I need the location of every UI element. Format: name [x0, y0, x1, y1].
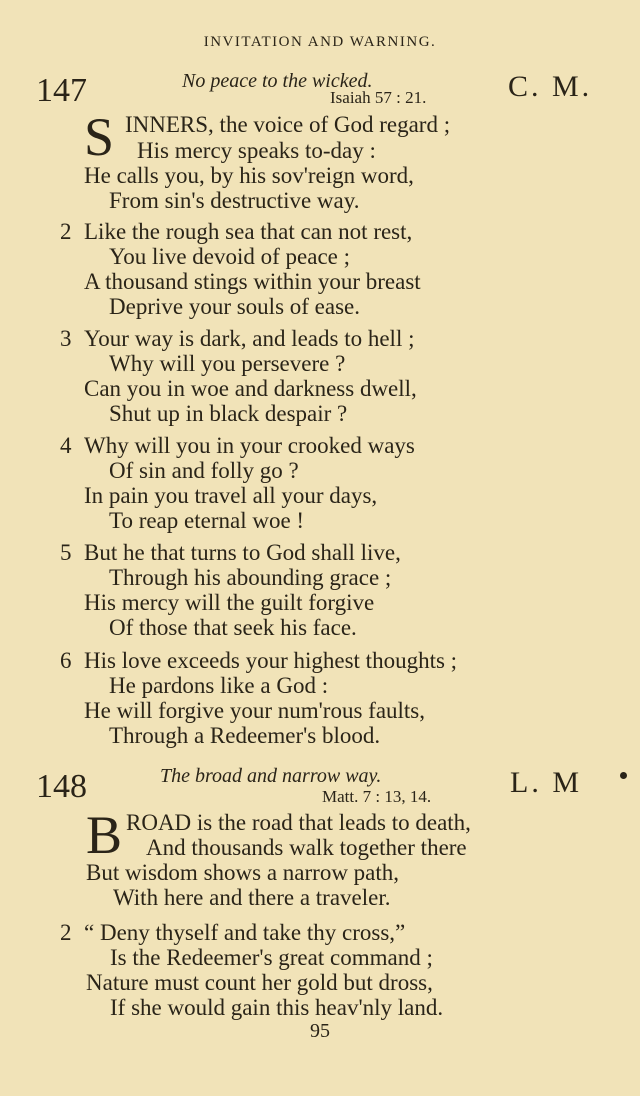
hymn-148-v2-l4: If she would gain this heav'nly land. [110, 995, 444, 1020]
hymn-147-meter: C. M. [508, 70, 593, 103]
hymn-147-v4-l3: In pain you travel all your days, [84, 483, 378, 508]
hymn-147-v3-l4: Shut up in black despair ? [109, 401, 348, 426]
hymn-147-v2-l2: You live devoid of peace ; [109, 244, 351, 269]
hymn-147-v5-l3: His mercy will the guilt forgive [84, 590, 375, 615]
hymn-147-number: 147 [36, 72, 87, 109]
hymn-148-v1-l2: And thousands walk together there [146, 835, 467, 860]
hymn-148-v2-number: 2 [60, 920, 72, 945]
hymn-147-title: No peace to the wicked. [182, 70, 373, 92]
hymn-147-v2-l4: Deprive your souls of ease. [109, 294, 361, 319]
hymn-147-v5-number: 5 [60, 540, 72, 565]
hymn-147-v6-l4: Through a Redeemer's blood. [109, 723, 381, 748]
hymn-147-v4-l1: Why will you in your crooked ways [84, 433, 415, 458]
hymn-148-v2-l2: Is the Redeemer's great command ; [110, 945, 433, 970]
hymn-147-v6-l1: His love exceeds your highest thoughts ; [84, 648, 458, 673]
hymn-147-dropcap: S [84, 107, 115, 167]
hymn-147-v4-l2: Of sin and folly go ? [109, 458, 299, 483]
hymn-147-v3-l3: Can you in woe and darkness dwell, [84, 376, 417, 401]
hymn-148-v1-l1: ROAD is the road that leads to death, [126, 810, 471, 835]
hymn-148-v1-l4: With here and there a traveler. [113, 885, 391, 910]
hymn-147-v1-l4: From sin's destructive way. [109, 188, 360, 213]
hymn-148-title: The broad and narrow way. [160, 765, 382, 787]
page-number: 95 [310, 1020, 330, 1042]
hymn-147-reference: Isaiah 57 : 21. [330, 88, 427, 107]
margin-dot [620, 772, 627, 779]
hymn-147-v6-l3: He will forgive your num'rous faults, [84, 698, 426, 723]
hymn-147-v5-l4: Of those that seek his face. [109, 615, 357, 640]
hymn-147-v4-number: 4 [60, 433, 72, 458]
hymn-147-v5-l2: Through his abounding grace ; [109, 565, 392, 590]
hymn-147-v3-l2: Why will you persevere ? [109, 351, 346, 376]
hymn-147-v3-number: 3 [60, 326, 72, 351]
hymn-147-v1-l2: His mercy speaks to-day : [137, 138, 376, 163]
hymn-147-v1-l1: INNERS, the voice of God regard ; [125, 112, 451, 137]
hymn-147-v6-number: 6 [60, 648, 72, 673]
hymn-147-v2-l1: Like the rough sea that can not rest, [84, 219, 413, 244]
hymn-147-v4-l4: To reap eternal woe ! [109, 508, 305, 533]
hymn-148-v2-l1: “ Deny thyself and take thy cross,” [84, 920, 406, 945]
hymn-148-v1-l3: But wisdom shows a narrow path, [86, 860, 400, 885]
running-head: INVITATION AND WARNING. [203, 34, 437, 50]
hymn-147-v6-l2: He pardons like a God : [109, 673, 329, 698]
hymn-148-v2-l3: Nature must count her gold but dross, [86, 970, 433, 995]
hymn-148-number: 148 [36, 768, 87, 805]
hymn-148-dropcap: B [86, 805, 123, 865]
hymn-147-v5-l1: But he that turns to God shall live, [84, 540, 401, 565]
hymn-148-reference: Matt. 7 : 13, 14. [322, 787, 432, 806]
hymn-147-v2-l3: A thousand stings within your breast [84, 269, 421, 294]
hymn-147-v2-number: 2 [60, 219, 72, 244]
hymn-147-v3-l1: Your way is dark, and leads to hell ; [84, 326, 415, 351]
hymn-147-v1-l3: He calls you, by his sov'reign word, [84, 163, 414, 188]
hymn-148-meter: L. M [510, 766, 582, 799]
